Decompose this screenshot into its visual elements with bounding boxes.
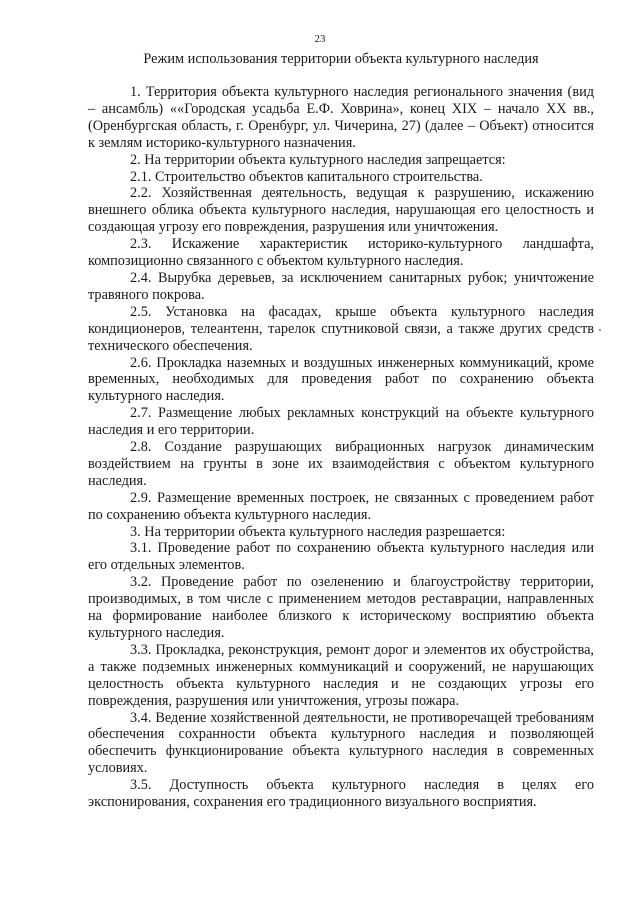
paragraph-2-7: 2.7. Размещение любых рекламных конструкций на объекте культурного наследия и его территории. [88,405,594,439]
paragraph-2-3: 2.3. Искажение характеристик историко-культурного ландшафта, композиционно связанного с объектом культурного наследия. [88,236,594,270]
paragraph-2-8: 2.8. Создание разрушающих вибрационных нагрузок динамическим воздействием на грунты в зоне их взаимодействия с объектом культурного наследия. [88,439,594,489]
paragraph-3-3: 3.3. Прокладка, реконструкция, ремонт дорог и элементов их обустройства, а также подземных инженерных коммуникаций и сооружений, не нарушающих целостность объекта культурного наследия и не создающих угрозы его повреждения, разрушения или уничтожения, угрозы пожара. [88,641,594,709]
paragraph-2: 2. На территории объекта культурного наследия запрещается: [130,151,506,168]
paragraph-2-2: 2.2. Хозяйственная деятельность, ведущая к разрушению, искажению внешнего облика объекта культурного наследия, нарушающая его целостность и создающая угрозу его повреждения, разрушения или уничтожения. [88,185,594,236]
paragraph-3-2: 3.2. Проведение работ по озеленению и благоустройству территории, производимых, в том числе с применением методов реставрации, направленных на формирование наиболее близкого к историческому восприятию объекта культурного наследия. [88,574,594,641]
paragraph-2-9: 2.9. Размещение временных построек, не связанных с проведением работ по сохранению объекта культурного наследия. [88,489,594,523]
document-body [88,84,594,811]
paragraph-1: 1. Территория объекта культурного наследия регионального значения (вид – ансамбль) ««Городская усадьба Е.Ф. Ховрина», конец XIX – начало XX вв., (Оренбургская область, г. Оренбург, ул. Чичерина, 27) (далее – Объект) относится к землям историко-культурного назначения. [88,84,594,151]
paragraph-3-1: 3.1. Проведение работ по сохранению объекта культурного наследия или его отдельных элементов. [88,540,594,574]
paragraph-3-5: 3.5. Доступность объекта культурного наследия в целях его экспонирования, сохранения его традиционного визуального восприятия. [88,777,594,811]
document-title: Режим использования территории объекта культурного наследия [143,51,539,67]
paragraph-3: 3. На территории объекта культурного наследия разрешается: [130,523,506,540]
scan-artifact [599,329,601,331]
paragraph-2-4: 2.4. Вырубка деревьев, за исключением санитарных рубок; уничтожение травяного покрова. [88,269,594,303]
paragraph-2-5: 2.5. Установка на фасадах, крыше объекта культурного наследия кондиционеров, телеантенн, тарелок спутниковой связи, а также других средств технического обеспечения. [88,303,594,354]
page-number: 23 [314,33,326,45]
paragraph-2-6: 2.6. Прокладка наземных и воздушных инженерных коммуникаций, кроме временных, необходимых для проведения работ по сохранению объекта культурного наследия. [88,354,594,405]
paragraph-2-1: 2.1. Строительство объектов капитального строительства. [130,168,483,185]
paragraph-3-4: 3.4. Ведение хозяйственной деятельности, не противоречащей требованиям обеспечения сохранности объекта культурного наследия и позволяющей обеспечить функционирование объекта культурного наследия в современных условиях. [88,709,594,777]
